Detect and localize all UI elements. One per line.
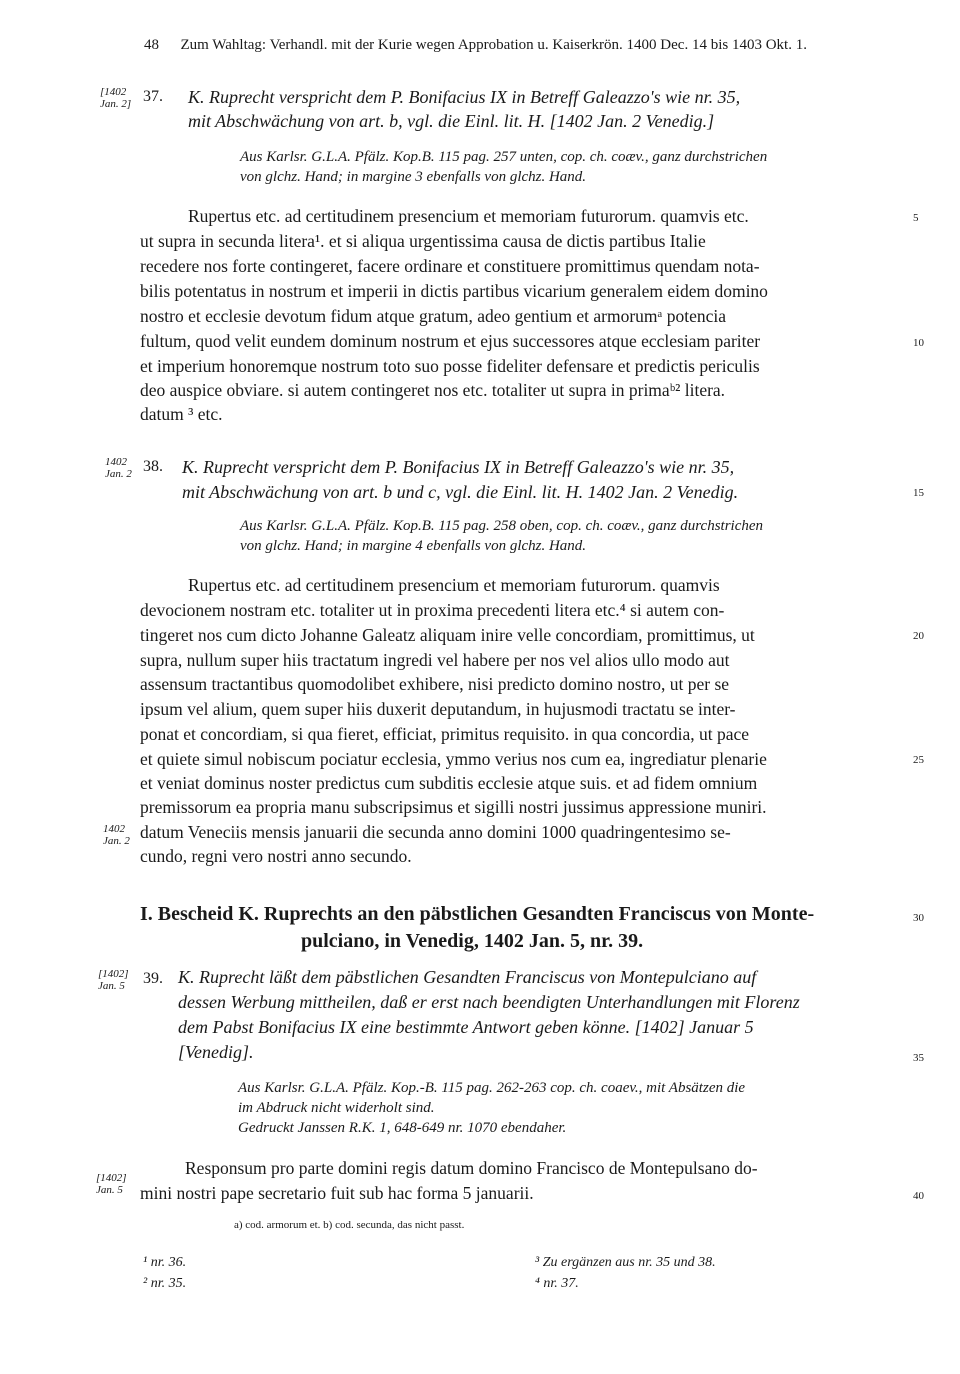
regest-39-line-4: [Venedig].: [178, 1042, 254, 1062]
source-39-line-1: Aus Karlsr. G.L.A. Pfälz. Kop.-B. 115 pag. 262-263 cop. ch. coaev., mit Absätzen die: [238, 1080, 746, 1096]
margin-month-day: Jan. 2: [105, 468, 132, 480]
text-line: assensum tractantibus quomodolibet exhibere, nisi predicto domino nostro, ut per se: [140, 674, 730, 694]
text-line: Rupertus etc. ad certitudinem presencium et memoriam futurorum. quamvis: [188, 575, 720, 595]
regest-39-line-3: dem Pabst Bonifacius IX eine bestimmte Antwort geben könne. [1402] Januar 5: [178, 1017, 754, 1037]
text-line: fultum, quod velit eundem dominum nostrum et ejus successores atque ecclesiam pariter: [140, 331, 761, 351]
page-number: 48: [144, 37, 159, 53]
text-line: tingeret nos cum dicto Johanne Galeatz aliquam inire velle concordiam, promittimus, ut: [140, 625, 755, 645]
text-line: nostro et ecclesie devotum fidum atque gratum, adeo gentium et armorumᵃ potencia: [140, 306, 726, 326]
margin-month-day: Jan. 2: [103, 835, 130, 847]
source-37-line-1: Aus Karlsr. G.L.A. Pfälz. Kop.B. 115 pag. 257 unten, cop. ch. coæv., ganz durchstrichen: [240, 149, 768, 165]
line-number: 35: [913, 1052, 924, 1064]
source-38-line-1: Aus Karlsr. G.L.A. Pfälz. Kop.B. 115 pag. 258 oben, cop. ch. coæv., ganz durchstrichen: [240, 518, 764, 534]
line-number: 25: [913, 754, 924, 766]
margin-month-day: Jan. 5: [96, 1184, 123, 1196]
margin-date-38: [105, 456, 132, 480]
text-39-line-1: Responsum pro parte domini regis datum domino Francisco de Montepulsano do-: [185, 1158, 758, 1178]
footnote-4: ⁴ nr. 37.: [535, 1276, 579, 1291]
regest-38-line-1: K. Ruprecht verspricht dem P. Bonifacius IX in Betreff Galeazzo's wie nr. 35,: [182, 457, 735, 477]
margin-year: [1402]: [96, 1172, 127, 1184]
text-line: devocionem nostram etc. totaliter ut in proxima precedenti litera etc.⁴ si autem con-: [140, 600, 725, 620]
section-heading-line-1: I. Bescheid K. Ruprechts an den päbstlichen Gesandten Franciscus von Monte-: [140, 903, 815, 925]
text-line: et veniat dominus noster predictus cum subditis ecclesie atque suis. et ad fidem omnium: [140, 773, 758, 793]
text-line: bilis potentatus in nostrum et imperii in dictis partibus vicarium generalem eidem domino: [140, 281, 768, 301]
line-number: 5: [913, 212, 919, 224]
regest-39-line-1: K. Ruprecht läßt dem päbstlichen Gesandten Franciscus von Montepulciano auf: [178, 967, 757, 987]
regest-38-line-2: mit Abschwächung von art. b und c, vgl. die Einl. lit. H. 1402 Jan. 2 Venedig.: [182, 482, 739, 502]
line-number: 10: [913, 337, 924, 349]
margin-month-day: Jan. 5: [98, 980, 125, 992]
text-line: Rupertus etc. ad certitudinem presencium et memoriam futurorum. quamvis etc.: [188, 206, 749, 226]
margin-year: 1402: [103, 823, 125, 835]
text-line: ponat et concordiam, si qua fieret, efficiat, primitus requisito. in qua concordia, ut pace: [140, 724, 750, 744]
entry-number-39: 39.: [143, 970, 163, 987]
running-header: [144, 37, 807, 54]
variant-notes: a) cod. armorum et. b) cod. secunda, das nicht passt.: [234, 1219, 465, 1231]
entry-number-38: 38.: [143, 458, 163, 475]
source-39-line-2: im Abdruck nicht widerholt sind.: [238, 1100, 435, 1116]
margin-year: [1402]: [98, 968, 129, 980]
text-line: supra, nullum super hiis tractatum ingredi vel habere per nos vel alios ullo modo aut: [140, 650, 730, 670]
margin-month-day: Jan. 2]: [100, 98, 132, 110]
regest-39-line-2: dessen Werbung mittheilen, daß er erst nach beendigten Unterhandlungen mit Florenz: [178, 992, 800, 1012]
text-line: datum ³ etc.: [140, 404, 223, 424]
text-line: ut supra in secunda litera¹. et si aliqua urgentissima causa de dictis partibus Italie: [140, 231, 706, 251]
margin-date-39-text: [96, 1172, 127, 1196]
text-line: et imperium honoremque nostrum toto suo posse fideliter defensare et predictis periculis: [140, 356, 760, 376]
text-line: recedere nos forte contingeret, facere ordinare et constituere promittimus quendam nota-: [140, 256, 760, 276]
source-37-line-2: von glchz. Hand; in margine 3 ebenfalls von glchz. Hand.: [240, 169, 587, 185]
text-line: deo auspice obviare. si autem contingeret nos etc. totaliter ut supra in primaᵇ² litera.: [140, 380, 726, 400]
line-number: 30: [913, 912, 924, 924]
entry-number-37: 37.: [143, 88, 163, 105]
source-39-line-3: Gedruckt Janssen R.K. 1, 648-649 nr. 1070 ebendaher.: [238, 1120, 567, 1136]
line-number: 40: [913, 1190, 924, 1202]
footnote-2: ² nr. 35.: [143, 1276, 187, 1291]
margin-year: [1402: [100, 86, 127, 98]
regest-37-line-2: mit Abschwächung von art. b, vgl. die Einl. lit. H. [1402 Jan. 2 Venedig.]: [188, 111, 715, 131]
running-title: Zum Wahltag: Verhandl. mit der Kurie wegen Approbation u. Kaiserkrön. 1400 Dec. 14 bis 1403 Okt. 1.: [180, 37, 807, 53]
line-number: 20: [913, 630, 924, 642]
section-heading-line-2: pulciano, in Venedig, 1402 Jan. 5, nr. 39.: [301, 930, 644, 952]
text-line: ipsum vel alium, quem super hiis duxerit deputandum, in hujusmodi tractatu se inter-: [140, 699, 736, 719]
margin-date-38-datum: [103, 823, 130, 847]
text-39-line-2: mini nostri pape secretario fuit sub hac forma 5 januarii.: [140, 1183, 534, 1203]
text-line: datum Veneciis mensis januarii die secunda anno domini 1000 quadringentesimo se-: [140, 822, 731, 842]
footnote-1: ¹ nr. 36.: [143, 1255, 187, 1270]
source-38-line-2: von glchz. Hand; in margine 4 ebenfalls von glchz. Hand.: [240, 538, 587, 554]
text-line: premissorum ea propria manu subscripsimus et sigilli nostri jussimus appressione muniri.: [140, 797, 767, 817]
footnote-3: ³ Zu ergänzen aus nr. 35 und 38.: [535, 1255, 716, 1270]
regest-37-line-1: K. Ruprecht verspricht dem P. Bonifacius IX in Betreff Galeazzo's wie nr. 35,: [188, 87, 741, 107]
text-line: et quiete simul nobiscum pociatur ecclesia, ymmo verius nos cum ea, ingrediatur plenarie: [140, 749, 767, 769]
margin-date-39: [98, 968, 129, 992]
line-number: 15: [913, 487, 924, 499]
margin-year: 1402: [105, 456, 127, 468]
text-line: cundo, regni vero nostri anno secundo.: [140, 846, 412, 866]
margin-date-37: [100, 86, 131, 110]
